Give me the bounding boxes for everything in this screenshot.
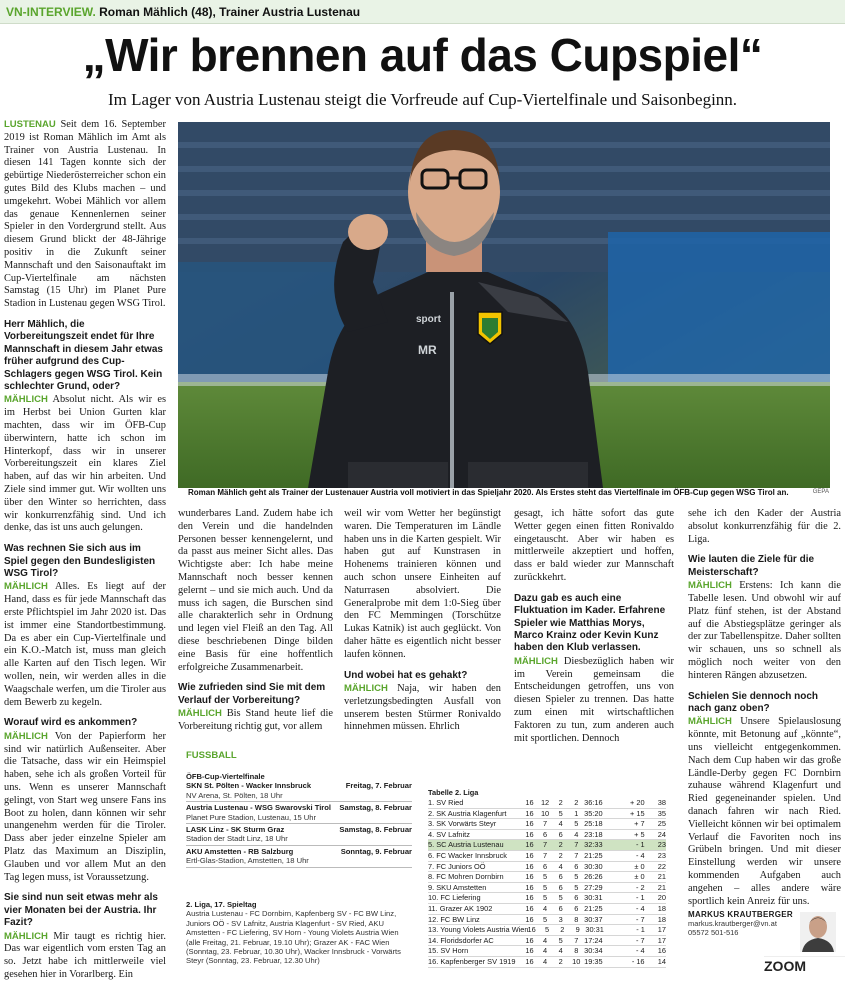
table-row (428, 872, 666, 883)
table-cell-s: 5 (542, 872, 548, 882)
table-row (428, 862, 666, 873)
answer-4: Mir taugt es richtig hier. Das war eigentlich vom ersten Tag an so. Jetzt habe ich mittlerweile viel gesehen hier in Vorarlberg. Ein (4, 930, 166, 980)
table-cell-u: 6 (558, 872, 563, 882)
col4-paragraph: gesagt, ich hätte sofort das gute Wetter gegen einen fitten Ronivaldo eingetauscht. Aber wir haben es mittlerweile akzeptiert und hoffen, dass er bald wieder zur Mannschaft zurückkehrt. (514, 508, 674, 583)
table-cell-pts: 23 (657, 850, 667, 860)
table-cell-pts: 21 (657, 882, 667, 892)
table-cell-n: 8 (574, 946, 579, 956)
table-cell-goals: 36:16 (584, 798, 603, 807)
answer-5: Bis Stand heute lief die Vorbereitung richtig gut, vor allem (178, 708, 333, 732)
table-cell-sp: 16 (525, 956, 534, 966)
fixture-row (186, 803, 412, 812)
table-cell-team: 2. SK Austria Klagenfurt (428, 808, 507, 818)
question-3: Worauf wird es ankommen? (4, 717, 138, 729)
league-title: 2. Liga, 17. Spieltag (186, 900, 257, 909)
table-cell-sp: 16 (525, 840, 534, 850)
table-cell-u: 5 (558, 935, 563, 945)
table-cell-goals: 17:24 (584, 935, 603, 945)
speaker-label: MÄHLICH (4, 581, 48, 593)
col5-paragraph: sehe ich den Kader der Austria absolut konkurrenzfähig für die 2. Liga. (688, 508, 841, 545)
table-cell-goals: 30:34 (584, 946, 603, 956)
table-cell-diff: - 1 (635, 840, 645, 850)
table-cell-pts: 38 (657, 798, 667, 807)
table-cell-goals: 23:18 (584, 829, 603, 839)
table-cell-sp: 16 (525, 935, 534, 945)
table-cell-u: 6 (558, 829, 563, 839)
question-6: Und wobei hat es gehakt? (344, 669, 468, 681)
table-cell-pts: 24 (657, 829, 667, 839)
table-cell-n: 1 (574, 808, 579, 818)
section-subtitle: Roman Mählich (48), Trainer Austria Lustenau (99, 5, 361, 19)
answer-3: Von der Papierform her sind wir natürlich Außenseiter. Aber die Tatsache, dass wir ein Heimspiel haben, sehe ich als großen Vorteil für uns. Wenn es unserer Mannschaft gelingt, von Start weg unsere Fans ins Boot zu holen, dann können wir sehr unangenehm werden für die Tiroler. Dass aber jeder einzelne Spieler am Platz das Maximum an Disziplin, Glauben und vor allem Mut an den Tag legen muss, ist Voraussetzung. (4, 730, 166, 883)
table-row (428, 936, 666, 947)
table-cell-sp: 16 (525, 893, 534, 903)
table-cell-sp: 16 (525, 882, 534, 892)
table-cell-u: 2 (558, 798, 563, 807)
coach-photo-illustration (178, 122, 830, 488)
table-cell-goals: 35:20 (584, 808, 603, 818)
table-cell-team: 11. Grazer AK 1902 (428, 903, 493, 913)
table-cell-sp: 16 (525, 819, 534, 829)
table-cell-sp: 16 (525, 914, 534, 924)
table-row (428, 883, 666, 894)
table-cell-n: 6 (574, 893, 579, 903)
fixture-venue: NV Arena, St. Pölten, 18 Uhr (186, 791, 412, 802)
speaker-label: MÄHLICH (4, 930, 48, 942)
table-cell-diff: - 7 (635, 935, 645, 945)
fixture-venue: Planet Pure Stadion, Lustenau, 15 Uhr (186, 813, 412, 824)
fixture-date: Sonntag, 9. Februar (340, 846, 412, 856)
author-name: MARKUS KRAUTBERGER (688, 910, 793, 919)
table-cell-team: 14. Floridsdorfer AC (428, 935, 494, 945)
fixture-date: Freitag, 7. Februar (345, 781, 412, 791)
table-cell-team: 4. SV Lafnitz (428, 829, 470, 839)
league-table (428, 788, 666, 968)
table-cell-s: 5 (542, 893, 548, 903)
question-5: Wie zufrieden sind Sie mit dem Verlauf der Vorbereitung? (178, 682, 326, 706)
table-cell-sp: 16 (525, 850, 534, 860)
photo-credit: GEPA (812, 489, 829, 495)
answer-9: Unsere Spielauslosung könnte, mit Betonung auf „könnte“, uns vielleicht entgegenkommen. Nach dem Cup haben wir das große Ländle-Derby gegen FC Dornbirn zuhause während Klagenfurt und Ried gegeneinander spielen. Und danach fahren wir nach Ried. Vielleicht können wir bei optimalem Verlauf die Favoriten noch ins Grübeln bringen. Und mit dieser Einstellung werden wir unsere kommenden Aufgaben auch angehen – alles andere wäre sportlich kein Anreiz für uns. (688, 716, 841, 907)
table-cell-u: 2 (558, 956, 563, 966)
table-cell-n: 10 (572, 956, 581, 966)
speaker-label: MÄHLICH (4, 394, 48, 406)
table-cell-goals: 19:35 (584, 956, 603, 966)
table-cell-pts: 22 (657, 861, 667, 871)
table-row (428, 904, 666, 915)
jacket-initials: MR (418, 343, 437, 357)
sport-info-box (178, 744, 672, 968)
table-row (428, 809, 666, 820)
question-2: Was rechnen Sie sich aus im Spiel gegen den Bundesligisten WSG Tirol? (4, 543, 156, 579)
table-cell-s: 7 (542, 840, 548, 850)
table-cell-n: 6 (574, 861, 579, 871)
section-bar (0, 0, 845, 24)
table-cell-sp: 16 (525, 872, 534, 882)
table-cell-s: 5 (544, 925, 550, 935)
table-cell-diff: - 1 (636, 925, 645, 935)
table-cell-u: 4 (558, 946, 563, 956)
table-title: Tabelle 2. Liga (428, 788, 479, 797)
table-cell-goals: 30:37 (584, 914, 603, 924)
fixture-venue: Stadion der Stadt Linz, 18 Uhr (186, 834, 412, 845)
table-cell-s: 6 (542, 829, 548, 839)
table-cell-team: 13. Young Violets Austria Wien (428, 925, 529, 935)
answer-7: Diesbezüglich haben wir im Verein gemeinsam die Entscheidungen getroffen, uns von diesen Spieler zu trennen. Das hatte zum einen mit wirtschaftlichen Faktoren zu tun, zum anderen auch mit sportlichen. Dennoch (514, 655, 674, 744)
table-cell-diff: + 5 (634, 829, 645, 839)
table-row (428, 830, 666, 841)
fixture-list (186, 781, 412, 867)
table-cell-pts: 23 (657, 840, 667, 850)
fixture-match: AKU Amstetten - RB Salzburg (186, 846, 294, 856)
table-cell-n: 9 (575, 925, 580, 935)
table-cell-team: 9. SKU Amstetten (428, 882, 487, 892)
table-cell-goals: 21:25 (584, 850, 603, 860)
speaker-label: MÄHLICH (344, 682, 388, 694)
table-cell-pts: 18 (657, 914, 667, 924)
table-cell-team: 12. FC BW Linz (428, 914, 480, 924)
table-cell-n: 7 (574, 935, 579, 945)
cup-title: ÖFB-Cup-Viertelfinale (186, 772, 265, 781)
table-cell-pts: 18 (657, 903, 667, 913)
table-row (428, 851, 666, 862)
table-cell-goals: 21:25 (584, 903, 603, 913)
dateline: LUSTENAU (4, 119, 56, 130)
table-cell-diff: - 7 (635, 914, 645, 924)
table-cell-n: 5 (574, 819, 579, 829)
table-cell-s: 5 (542, 914, 548, 924)
table-cell-n: 6 (574, 903, 579, 913)
article-column-4 (514, 508, 674, 753)
section-kicker: VN-INTERVIEW. (6, 5, 96, 19)
fixture-row (186, 847, 412, 856)
table-cell-sp: 16 (525, 861, 534, 871)
intro-text: Seit dem 16. September 2019 ist Roman Mählich im Amt als Trainer von Austria Lustenau. In diesen 141 Tagen konnte sich der gebürtige Niederösterreicher schon ein gutes Bild des Klubs machen – und umgekehrt. Wobei Mählich vor allem das genaue Kennenlernen seiner Spieler in den Vordergrund stellt. Aus diesem Grund blickt der 48-Jährige positiv in die Zukunft seiner Mannschaft und den Saisonauftakt im Cup-Viertelfinale am nächsten Samstag (15 Uhr) im Planet Pure Stadion in Lustenau gegen WSG Tirol. (4, 119, 166, 310)
author-phone: 05572 501-516 (688, 928, 739, 937)
table-cell-diff: ± 0 (634, 861, 645, 871)
table-cell-s: 6 (542, 861, 548, 871)
table-cell-diff: - 2 (635, 882, 645, 892)
table-cell-u: 4 (558, 819, 563, 829)
table-cell-goals: 27:29 (584, 882, 603, 892)
table-cell-goals: 30:31 (585, 925, 604, 935)
table-row (428, 925, 666, 936)
speaker-label: MÄHLICH (178, 708, 222, 720)
table-row (428, 893, 666, 904)
table-cell-diff: + 15 (629, 808, 645, 818)
table-cell-s: 4 (542, 946, 548, 956)
table-cell-u: 2 (560, 925, 565, 935)
table-cell-sp: 16 (527, 925, 536, 935)
col2-paragraph: wunderbares Land. Zudem habe ich den Verein und die handelnden Personen besser kennengelernt, und da passt aus meiner Sicht alles. Das Wichtigste aber: Ich habe meine Mannschaft noch besser kennen gelernt – und sie mich auch. Und da muss ich sagen, die Burschen sind alle charakterlich sehr in Ordnung und legen viel Fleiß an den Tag. All diese beschriebenen Dinge bilden eine Basis für eine hoffentlich erfolgreiche Zusammenarbeit. (178, 508, 333, 673)
table-body (428, 798, 666, 968)
question-8: Wie lauten die Ziele für die Meisterschaft? (688, 554, 815, 578)
table-cell-diff: - 1 (635, 893, 645, 903)
table-cell-s: 4 (542, 956, 548, 966)
table-cell-s: 10 (540, 808, 550, 818)
table-cell-u: 3 (558, 914, 563, 924)
fixture-row (186, 781, 412, 790)
table-cell-s: 7 (542, 850, 548, 860)
table-cell-team: 7. FC Juniors OÖ (428, 861, 486, 871)
author-email: markus.krautberger@vn.at (688, 919, 777, 928)
fixture-venue: Ertl-Glas-Stadion, Amstetten, 18 Uhr (186, 856, 412, 867)
table-cell-s: 4 (542, 935, 548, 945)
table-cell-diff: - 16 (631, 956, 645, 966)
table-cell-n: 2 (574, 798, 579, 807)
table-cell-sp: 16 (525, 829, 534, 839)
table-cell-goals: 32:33 (584, 840, 603, 850)
table-cell-team: 1. SV Ried (428, 798, 464, 807)
table-cell-team: 5. SC Austria Lustenau (428, 840, 504, 850)
answer-2: Alles. Es liegt auf der Hand, dass es für jede Mannschaft das erste Pflichtspiel im Jahr 2020 ist. Das ist immer eine Standortbestimmung. Da es aber ein Cup-Viertelfinale und ein K.O.-Match ist, muss man gleich alle Karten auf den Tisch legen. Wir wollen, nein, wir werden alles in die Waagschale werfen, um die Tiroler aus dem Bewerb zu kegeln. (4, 581, 166, 708)
table-cell-diff: + 20 (629, 798, 645, 807)
table-cell-s: 5 (542, 882, 548, 892)
table-cell-team: 16. Kapfenberger SV 1919 (428, 956, 516, 966)
league-text: Austria Lustenau - FC Dornbirn, Kapfenberg SV - FC BW Linz, Juniors OÖ - SV Lafnitz, Austria Klagenfurt - SV Ried, AKU Amstetten - FC Liefering, SV Horn - Young Violets Austria Wien (alle Freitag, 21. Februar, 19.10 Uhr); Grazer AK - FAC Wien (Sonntag, 23. Februar, 10.30 Uhr), Wacker Innsbruck - Vorwärts Steyr (Sonntag, 23. Februar, 12.30 Uhr) (186, 909, 401, 966)
table-cell-pts: 17 (657, 935, 667, 945)
table-cell-n: 5 (574, 872, 579, 882)
table-cell-goals: 30:31 (584, 893, 603, 903)
answer-8: Erstens: Ich kann die Tabelle lesen. Und obwohl wir auf Platz fünf stehen, ist der Abstand auf die Abstiegsplätze geringer als der zur Tabellenspitze. Daher sollten wir schauen, uns so schnell als möglich noch weiter von den hinteren Rängen abzusetzen. (688, 580, 841, 681)
table-cell-u: 6 (558, 882, 563, 892)
cup-fixtures (186, 772, 412, 869)
question-1: Herr Mählich, die Vorbereitungszeit endet für Ihre Mannschaft in diesem Jahr etwas früher aufgrund des Cup-Schlagers gegen WSG Tirol. Kein schlechter Grund, oder? (4, 318, 163, 392)
table-cell-pts: 21 (657, 872, 667, 882)
table-row (428, 798, 666, 809)
table-cell-sp: 16 (525, 946, 534, 956)
speaker-label: MÄHLICH (4, 730, 48, 742)
table-cell-u: 5 (558, 893, 563, 903)
table-cell-goals: 25:18 (584, 819, 603, 829)
table-cell-n: 8 (574, 914, 579, 924)
table-cell-diff: - 4 (635, 850, 645, 860)
question-4: Sie sind nun seit etwas mehr als vier Monaten bei der Austria. Ihr Fazit? (4, 892, 158, 929)
league-fixtures (186, 900, 412, 966)
table-cell-u: 2 (558, 850, 563, 860)
photo-caption: Roman Mählich geht als Trainer der Lustenauer Austria voll motiviert in das Spieljahr 2020. Als Erstes steht das Viertelfinale im ÖFB-Cup gegen WSG Tirol an. (188, 488, 789, 497)
table-cell-pts: 17 (657, 925, 666, 935)
answer-1: Absolut nicht. Als wir es im Herbst bei Union Gurten klar machten, dass wir im ÖFB-Cup überwintern, hatte ich schon im Hinterkopf, dass wir in unserer Vorbereitungszeit ein klares Ziel haben, auf das wir hin arbeiten. Und Ziele sind immer gut. Wir wollten uns über den Winter so herrichten, dass wir konkurrenzfähig sind. Und ich denke, das ist uns auch gelungen. (4, 394, 166, 534)
author-box (688, 910, 798, 937)
table-cell-team: 6. FC Wacker Innsbruck (428, 850, 507, 860)
question-7: Dazu gab es auch eine Fluktuation im Kader. Erfahrene Spieler wie Matthias Morys, Marco Krainz oder Kevin Kunz haben den Klub verlassen. (514, 592, 666, 654)
fixture-match: SKN St. Pölten - Wacker Innsbruck (186, 781, 312, 791)
table-cell-u: 5 (558, 808, 563, 818)
speaker-label: MÄHLICH (514, 655, 558, 667)
table-cell-team: 3. SK Vorwärts Steyr (428, 819, 497, 829)
answer-6: Naja, wir haben den verletzungsbedingten Ausfall von unserem besten Stürmer Ronivaldo hinnehmen müssen. Ehrlich (344, 682, 501, 733)
table-cell-pts: 25 (657, 819, 667, 829)
fixture-date: Samstag, 8. Februar (339, 803, 412, 813)
question-9: Schielen Sie dennoch noch nach ganz oben? (688, 690, 819, 714)
subheadline: Im Lager von Austria Lustenau steigt die Vorfreude auf Cup-Viertelfinale und Saisonbeginn. (107, 90, 738, 109)
table-cell-u: 4 (558, 861, 563, 871)
coach-photo (178, 122, 830, 488)
table-row (428, 840, 666, 851)
speaker-label: MÄHLICH (688, 716, 732, 728)
table-cell-s: 7 (542, 819, 548, 829)
table-cell-n: 7 (574, 840, 579, 850)
table-cell-diff: + 7 (634, 819, 645, 829)
next-article-cutoff: ZOOM (764, 956, 845, 968)
table-cell-s: 12 (540, 798, 550, 807)
table-row (428, 819, 666, 830)
article-column-5 (688, 508, 841, 916)
table-cell-n: 7 (574, 850, 579, 860)
table-cell-diff: - 4 (635, 946, 645, 956)
table-row (428, 957, 666, 968)
author-avatar (800, 912, 836, 952)
table-cell-pts: 35 (657, 808, 667, 818)
article-column-2 (178, 508, 333, 742)
fixture-date: Samstag, 8. Februar (339, 825, 412, 835)
fixture-match: Austria Lustenau - WSG Swarovski Tirol (186, 803, 332, 813)
article-column-1 (4, 119, 166, 990)
fixture-row (186, 825, 412, 834)
table-cell-pts: 14 (657, 956, 667, 966)
table-cell-goals: 26:26 (584, 872, 603, 882)
jacket-brand: sport (416, 314, 441, 325)
table-cell-n: 5 (574, 882, 579, 892)
table-cell-team: 8. FC Mohren Dornbirn (428, 872, 504, 882)
table-cell-n: 4 (574, 829, 579, 839)
col3-paragraph: weil wir vom Wetter her begünstigt waren. Die Temperaturen im Ländle haben uns in die Karten gespielt. Wir haben gut auf Kunstrasen in Hohenems trainieren können und auch schon unsere Einheiten auf Naturrasen absolviert. Die Generalprobe mit dem 1:0-Sieg über den FC Memmingen (Torschütze Lukas Katnik) ist auch geglückt. Von daher hätte es eigentlich nicht besser laufen können. (344, 508, 501, 660)
fixture-match: LASK Linz - SK Sturm Graz (186, 825, 285, 835)
table-cell-u: 6 (558, 903, 563, 913)
table-row (428, 915, 666, 926)
headline: „Wir brennen auf das Cupspiel“ (82, 29, 763, 81)
table-cell-pts: 16 (657, 946, 667, 956)
table-cell-sp: 16 (525, 808, 534, 818)
table-cell-pts: 20 (657, 893, 667, 903)
sport-box-title: FUSSBALL (186, 750, 237, 761)
table-cell-sp: 16 (525, 798, 534, 807)
table-cell-team: 15. SV Horn (428, 946, 469, 956)
table-cell-goals: 30:30 (584, 861, 603, 871)
table-cell-u: 2 (558, 840, 563, 850)
table-cell-diff: ± 0 (634, 872, 645, 882)
table-cell-sp: 16 (525, 903, 534, 913)
article-column-3 (344, 508, 501, 742)
table-cell-team: 10. FC Liefering (428, 893, 481, 903)
table-cell-diff: - 4 (635, 903, 645, 913)
table-row (428, 946, 666, 957)
speaker-label: MÄHLICH (688, 580, 732, 592)
table-cell-s: 4 (542, 903, 548, 913)
